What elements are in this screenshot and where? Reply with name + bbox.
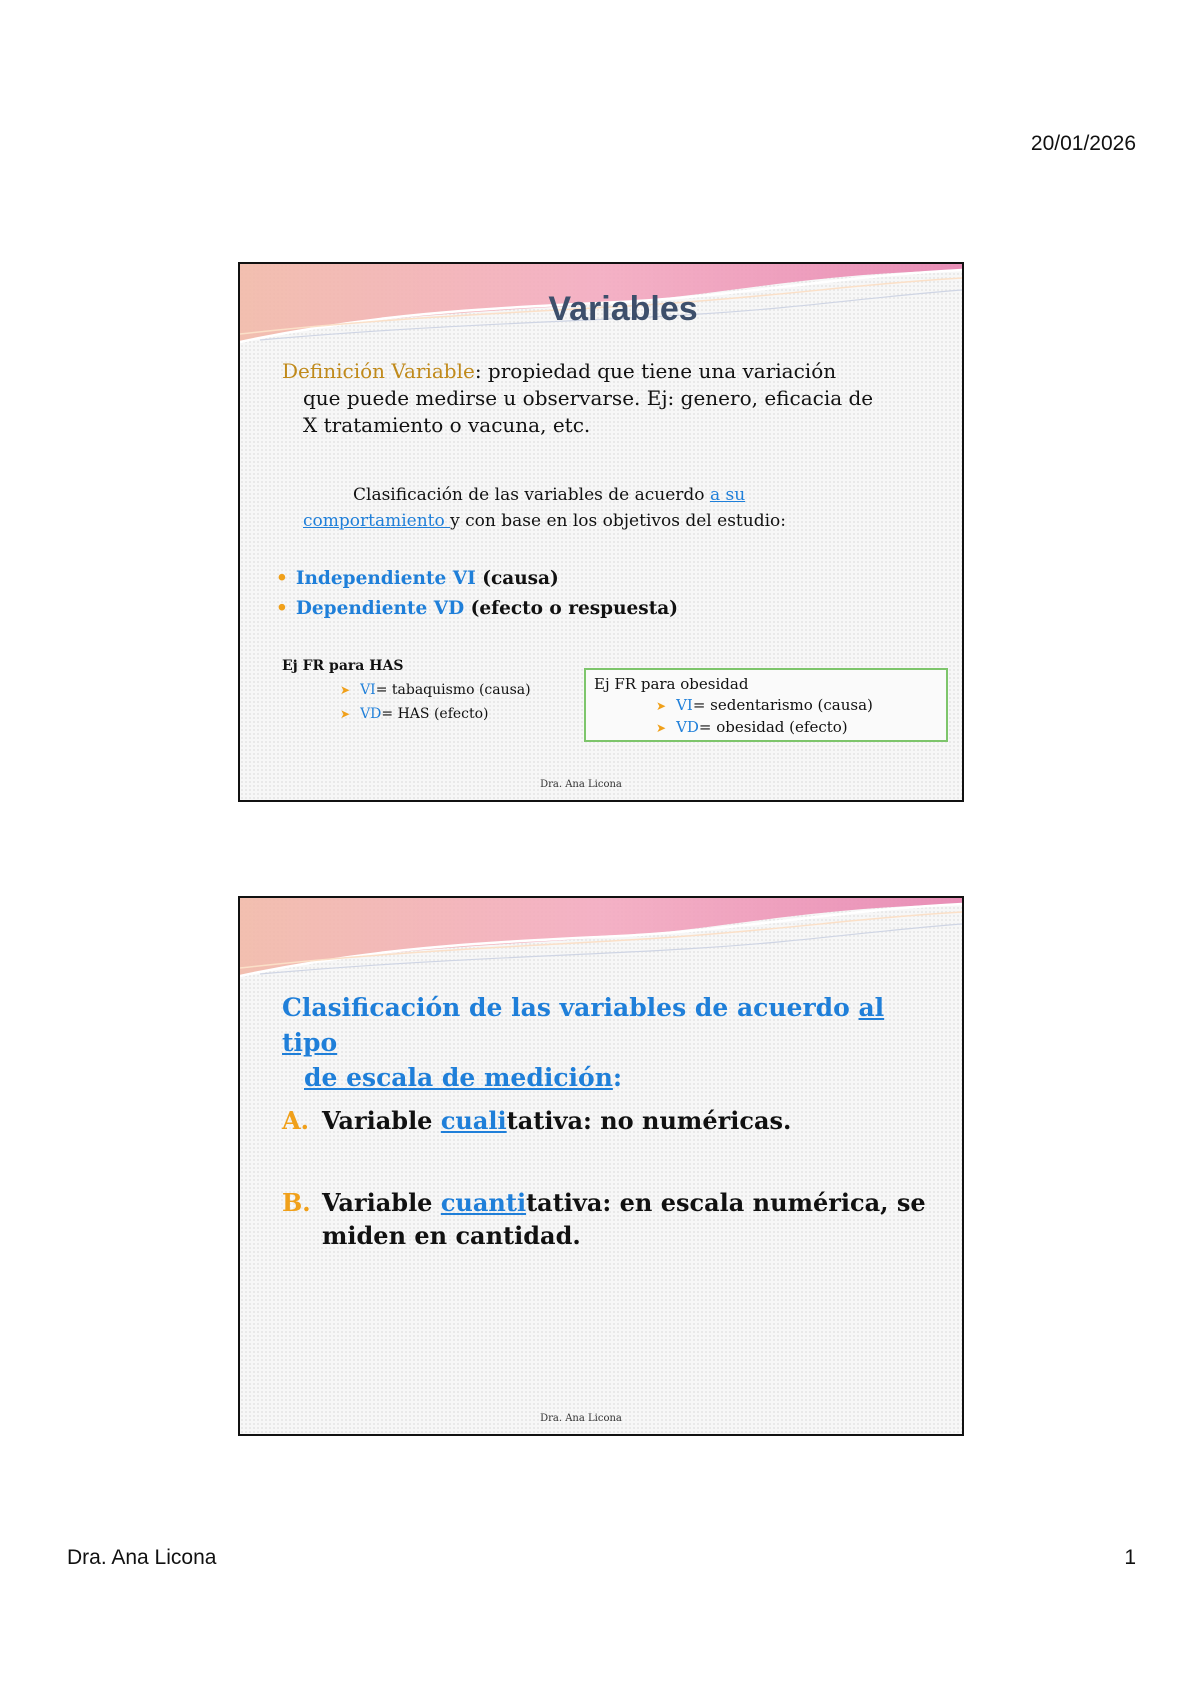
list-item: • Dependiente VD (efecto o respuesta): [276, 598, 678, 619]
list-marker: B.: [282, 1188, 311, 1217]
decorative-wave-banner: [240, 898, 962, 978]
bullet-icon: •: [276, 598, 288, 619]
slide-title: Variables: [548, 290, 698, 328]
link-comportamiento[interactable]: comportamiento: [303, 511, 451, 531]
list-marker: A.: [282, 1106, 309, 1135]
link-cuanti[interactable]: cuanti: [440, 1188, 527, 1217]
list-item: • Independiente VI (causa): [276, 568, 559, 589]
page-number: 1: [1124, 1546, 1136, 1569]
slide-footer: Dra. Ana Licona: [540, 779, 622, 790]
example-has: [282, 654, 531, 726]
link-a-su[interactable]: a su: [709, 485, 746, 505]
arrow-bullet-icon: ➤: [340, 683, 351, 697]
definition-paragraph: [282, 358, 932, 439]
variable-type-list: [276, 564, 678, 624]
list-item-qualitative: A. Variable cualitativa: no numéricas.: [282, 1106, 792, 1135]
definition-text-1: : propiedad que tiene una variación: [474, 359, 837, 383]
example-obesity-title: Ej FR para obesidad: [594, 675, 749, 693]
slide-variables: [238, 262, 964, 802]
definition-label: Definición Variable: [282, 359, 475, 383]
example-has-title: Ej FR para HAS: [282, 658, 404, 674]
page-footer-author: Dra. Ana Licona: [67, 1546, 217, 1569]
slide-heading: Clasificación de las variables de acuerdo al tipo de escala de medición:: [282, 993, 885, 1092]
definition-text-3: X tratamiento o vacuna, etc.: [303, 413, 591, 437]
slide-footer: Dra. Ana Licona: [540, 1413, 622, 1424]
link-escala-medicion[interactable]: de escala de medición: [304, 1063, 613, 1092]
example-obesity-box: [584, 668, 948, 742]
classification-suffix: y con base en los objetivos del estudio:: [450, 511, 786, 531]
link-al-tipo[interactable]: al tipo: [282, 993, 885, 1057]
arrow-bullet-icon: ➤: [656, 699, 667, 713]
list-item-quantitative: B. Variable cuantitativa: en escala numérica, se miden en cantidad.: [282, 1188, 926, 1250]
slide-measurement-scale: [238, 896, 964, 1436]
list-item: ➤ VI= sedentarismo (causa): [656, 696, 873, 714]
list-item: ➤ VI= tabaquismo (causa): [340, 682, 531, 698]
page-date: 20/01/2026: [1030, 132, 1136, 155]
arrow-bullet-icon: ➤: [340, 707, 351, 721]
list-item: ➤ VD= HAS (efecto): [340, 706, 489, 722]
classification-text: [303, 482, 943, 534]
list-item: ➤ VD= obesidad (efecto): [656, 718, 848, 736]
classification-prefix: Clasificación de las variables de acuerdo: [353, 485, 710, 505]
bullet-icon: •: [276, 568, 288, 589]
definition-text-2: que puede medirse u observarse. Ej: genero, eficacia de: [303, 386, 874, 410]
link-cuali[interactable]: cuali: [440, 1106, 507, 1135]
arrow-bullet-icon: ➤: [656, 721, 667, 735]
